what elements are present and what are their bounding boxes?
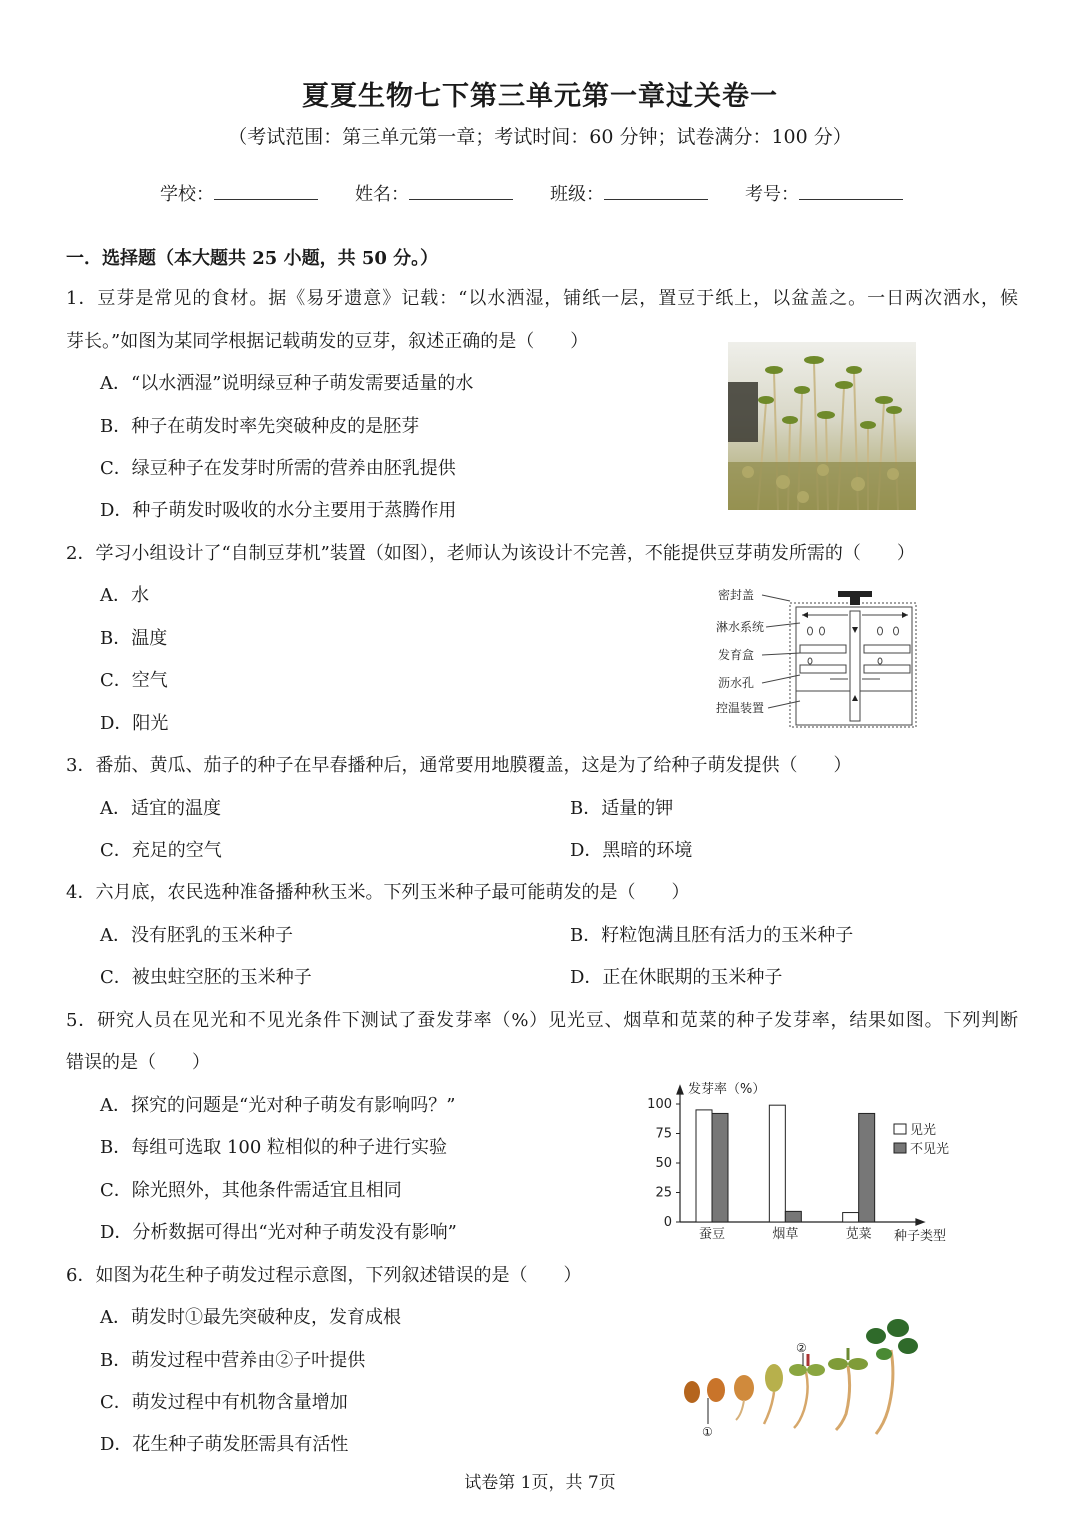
chart-y-axis-label: 发芽率（%）: [688, 1082, 766, 1097]
school-label: 学校：: [160, 184, 214, 205]
q3-option-d[interactable]: D．黑暗的环境: [570, 840, 693, 861]
germination-rate-chart: [640, 1076, 970, 1248]
exam-number-field[interactable]: [745, 180, 940, 206]
q4-option-d[interactable]: D．正在休眠期的玉米种子: [570, 967, 783, 988]
exam-number-label: 考号：: [745, 184, 799, 205]
chart-category-label: 蚕豆: [698, 1227, 726, 1242]
q1-option-b[interactable]: B．种子在萌发时率先突破种皮的是胚芽: [100, 416, 420, 437]
page-footer: 试卷第 1页，共 7页: [464, 1473, 616, 1493]
chart-bar-dark-0: [712, 1113, 728, 1222]
q3-stem: 3．番茄、黄瓜、茄子的种子在早春播种后，通常要用地膜覆盖，这是为了给种子萌发提供（ ）: [66, 755, 852, 776]
q1-option-a[interactable]: A．“以水洒湿”说明绿豆种子萌发需要适量的水: [100, 373, 474, 394]
chart-bar-dark-1: [785, 1211, 801, 1222]
chart-category-label: 烟草: [772, 1227, 799, 1242]
q2-option-b[interactable]: B．温度: [100, 628, 168, 649]
class-label: 班级：: [550, 184, 604, 205]
q3-option-b[interactable]: B．适量的钾: [570, 798, 674, 819]
q2-option-a[interactable]: A．水: [100, 585, 149, 606]
q5-stem-line2: 错误的是（ ）: [66, 1052, 210, 1073]
chart-x-axis-label: 种子类型: [894, 1229, 947, 1244]
chart-legend-label: 见光: [910, 1123, 937, 1138]
chart-legend-label: 不见光: [910, 1142, 950, 1157]
bean-sprouts-photo: [728, 342, 916, 510]
q6-option-a[interactable]: A．萌发时①最先突破种皮，发育成根: [100, 1307, 401, 1328]
q1-option-d[interactable]: D．种子萌发时吸收的水分主要用于蒸腾作用: [100, 500, 457, 521]
q6-option-b[interactable]: B．萌发过程中营养由②子叶提供: [100, 1350, 366, 1371]
q5-option-d[interactable]: D．分析数据可得出“光对种子萌发没有影响”: [100, 1222, 457, 1243]
chart-bar-light-2: [843, 1213, 859, 1222]
q3-option-c[interactable]: C．充足的空气: [100, 840, 222, 861]
exam-scope-subtitle: （考试范围：第三单元第一章；考试时间：60 分钟；试卷满分：100 分）: [228, 126, 852, 148]
q1-stem-line2: 芽长。”如图为某同学根据记载萌发的豆芽，叙述正确的是（ ）: [66, 331, 589, 352]
q4-option-b[interactable]: B．籽粒饱满且胚有活力的玉米种子: [570, 925, 854, 946]
class-field[interactable]: [550, 180, 745, 206]
q2-option-d[interactable]: D．阳光: [100, 713, 169, 734]
chart-legend-swatch: [894, 1143, 906, 1153]
chart-category-label: 苋菜: [845, 1227, 872, 1242]
q2-option-c[interactable]: C．空气: [100, 670, 168, 691]
q1-stem-line1: 1．豆芽是常见的食材。据《易牙遗意》记载：“以水洒湿，铺纸一层，置豆于纸上，以盆盖之。一日两次洒水，候: [66, 288, 1018, 309]
name-label: 姓名：: [355, 184, 409, 205]
chart-bar-light-1: [769, 1105, 785, 1222]
chart-bar-dark-2: [859, 1113, 875, 1222]
q4-stem: 4．六月底，农民选种准备播种秋玉米。下列玉米种子最可能萌发的是（ ）: [66, 882, 690, 903]
q4-option-a[interactable]: A．没有胚乳的玉米种子: [100, 925, 293, 946]
chart-y-tick-label: 50: [655, 1156, 672, 1171]
q5-stem-line1: 5．研究人员在见光和不见光条件下测试了蚕发芽率（%）见光豆、烟草和苋菜的种子发芽率，结果如图。下列判断: [66, 1010, 1018, 1031]
q6-option-d[interactable]: D．花生种子萌发胚需具有活性: [100, 1434, 349, 1455]
section-heading: 一．选择题（本大题共 25 小题，共 50 分。）: [66, 248, 439, 269]
chart-legend-swatch: [894, 1124, 906, 1134]
sprout-machine-diagram: [710, 583, 930, 731]
page-title: 夏夏生物七下第三单元第一章过关卷一: [302, 81, 778, 112]
q6-option-c[interactable]: C．萌发过程中有机物含量增加: [100, 1392, 348, 1413]
label-watering-system: 淋水系统: [716, 620, 765, 634]
chart-y-tick-label: 100: [647, 1097, 672, 1112]
label-radicle-marker: ①: [702, 1425, 713, 1439]
name-field[interactable]: [355, 180, 550, 206]
chart-bar-light-0: [696, 1110, 712, 1222]
label-cotyledon-marker: ②: [796, 1341, 807, 1355]
label-temp-control: 控温装置: [716, 701, 765, 715]
q5-option-b[interactable]: B．每组可选取 100 粒相似的种子进行实验: [100, 1137, 448, 1158]
q3-option-a[interactable]: A．适宜的温度: [100, 798, 221, 819]
q5-option-c[interactable]: C．除光照外，其他条件需适宜且相同: [100, 1180, 402, 1201]
q5-option-a[interactable]: A．探究的问题是“光对种子萌发有影响吗？”: [100, 1095, 456, 1116]
q2-stem: 2．学习小组设计了“自制豆芽机”装置（如图），老师认为该设计不完善，不能提供豆芽萌发所需的（ ）: [66, 543, 915, 564]
chart-x-arrow: [916, 1219, 924, 1225]
chart-y-arrow: [677, 1086, 683, 1094]
q4-option-c[interactable]: C．被虫蛀空胚的玉米种子: [100, 967, 312, 988]
label-growth-box: 发育盒: [718, 648, 755, 662]
chart-y-tick-label: 25: [655, 1185, 672, 1201]
label-drain-hole: 沥水孔: [718, 676, 755, 690]
chart-y-tick-label: 0: [663, 1215, 672, 1230]
student-info-row: [160, 180, 940, 206]
label-sealed-lid: 密封盖: [718, 588, 755, 602]
chart-y-tick-label: 75: [655, 1126, 672, 1142]
peanut-germination-diagram: [676, 1310, 926, 1442]
q1-option-c[interactable]: C．绿豆种子在发芽时所需的营养由胚乳提供: [100, 458, 456, 479]
school-field[interactable]: [160, 180, 355, 206]
q6-stem: 6．如图为花生种子萌发过程示意图，下列叙述错误的是（ ）: [66, 1265, 582, 1286]
